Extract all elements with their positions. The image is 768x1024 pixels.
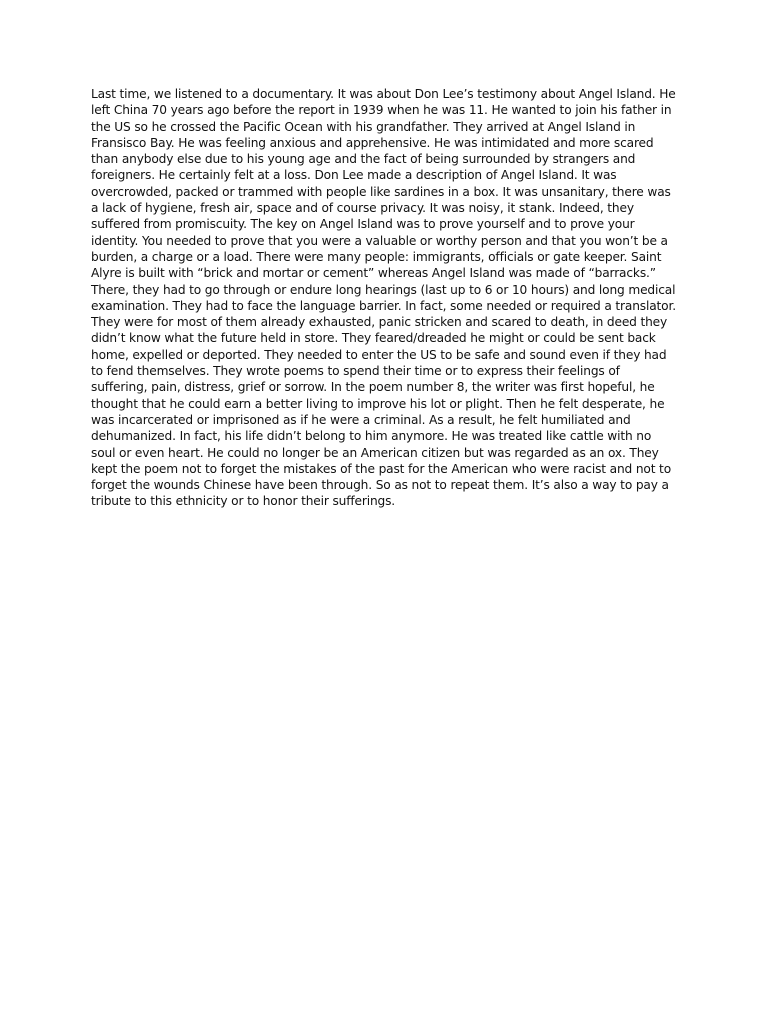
body-paragraph: Last time, we listened to a documentary. It was about Don Lee’s testimony about Angel Island. He left China 70 years ago before the report in 1939 when he was 11. He wanted to join his father in the US so he crossed the Pacific Ocean with his grandfather. They arrived at Angel Island in Fransisco Bay. He was feeling anxious and apprehensive. He was intimidated and more scared than anybody else due to his young age and the fact of being surrounded by strangers and foreigners. He certainly felt at a loss. Don Lee made a description of Angel Island. It was overcrowded, packed or trammed with people like sardines in a box. It was unsanitary, there was a lack of hygiene, fresh air, space and of course privacy. It was noisy, it stank. Indeed, they suffered from promiscuity. The key on Angel Island was to prove yourself and to prove your identity. You needed to prove that you were a valuable or worthy person and that you won’t be a burden, a charge or a load. There were many people: immigrants, officials or gate keeper. Saint Alyre is built with “brick and mortar or cement” whereas Angel Island was made of “barracks.” There, they had to go through or endure long hearings (last up to 6 or 10 hours) and long medical examination. They had to face the language barrier. In fact, some needed or required a translator. They were for most of them already exhausted, panic stricken and scared to death, in deed they didn’t know what the future held in store. They feared/dreaded he might or could be sent back home, expelled or deported. They needed to enter the US to be safe and sound even if they had to fend themselves. They wrote poems to spend their time or to express their feelings of suffering, pain, distress, grief or sorrow. In the poem number 8, the writer was first hopeful, he thought that he could earn a better living to improve his lot or plight. Then he felt desperate, he was incarcerated or imprisoned as if he were a criminal. As a result, he felt humiliated and dehumanized. In fact, his life didn’t belong to him anymore. He was treated like cattle with no soul or even heart. He could no longer be an American citizen but was regarded as an ox. They kept the poem not to forget the mistakes of the past for the American who were racist and not to forget the wounds Chinese have been through. So as not to repeat them. It’s also a way to pay a tribute to this ethnicity or to honor their sufferings. — [91, 87, 676, 509]
